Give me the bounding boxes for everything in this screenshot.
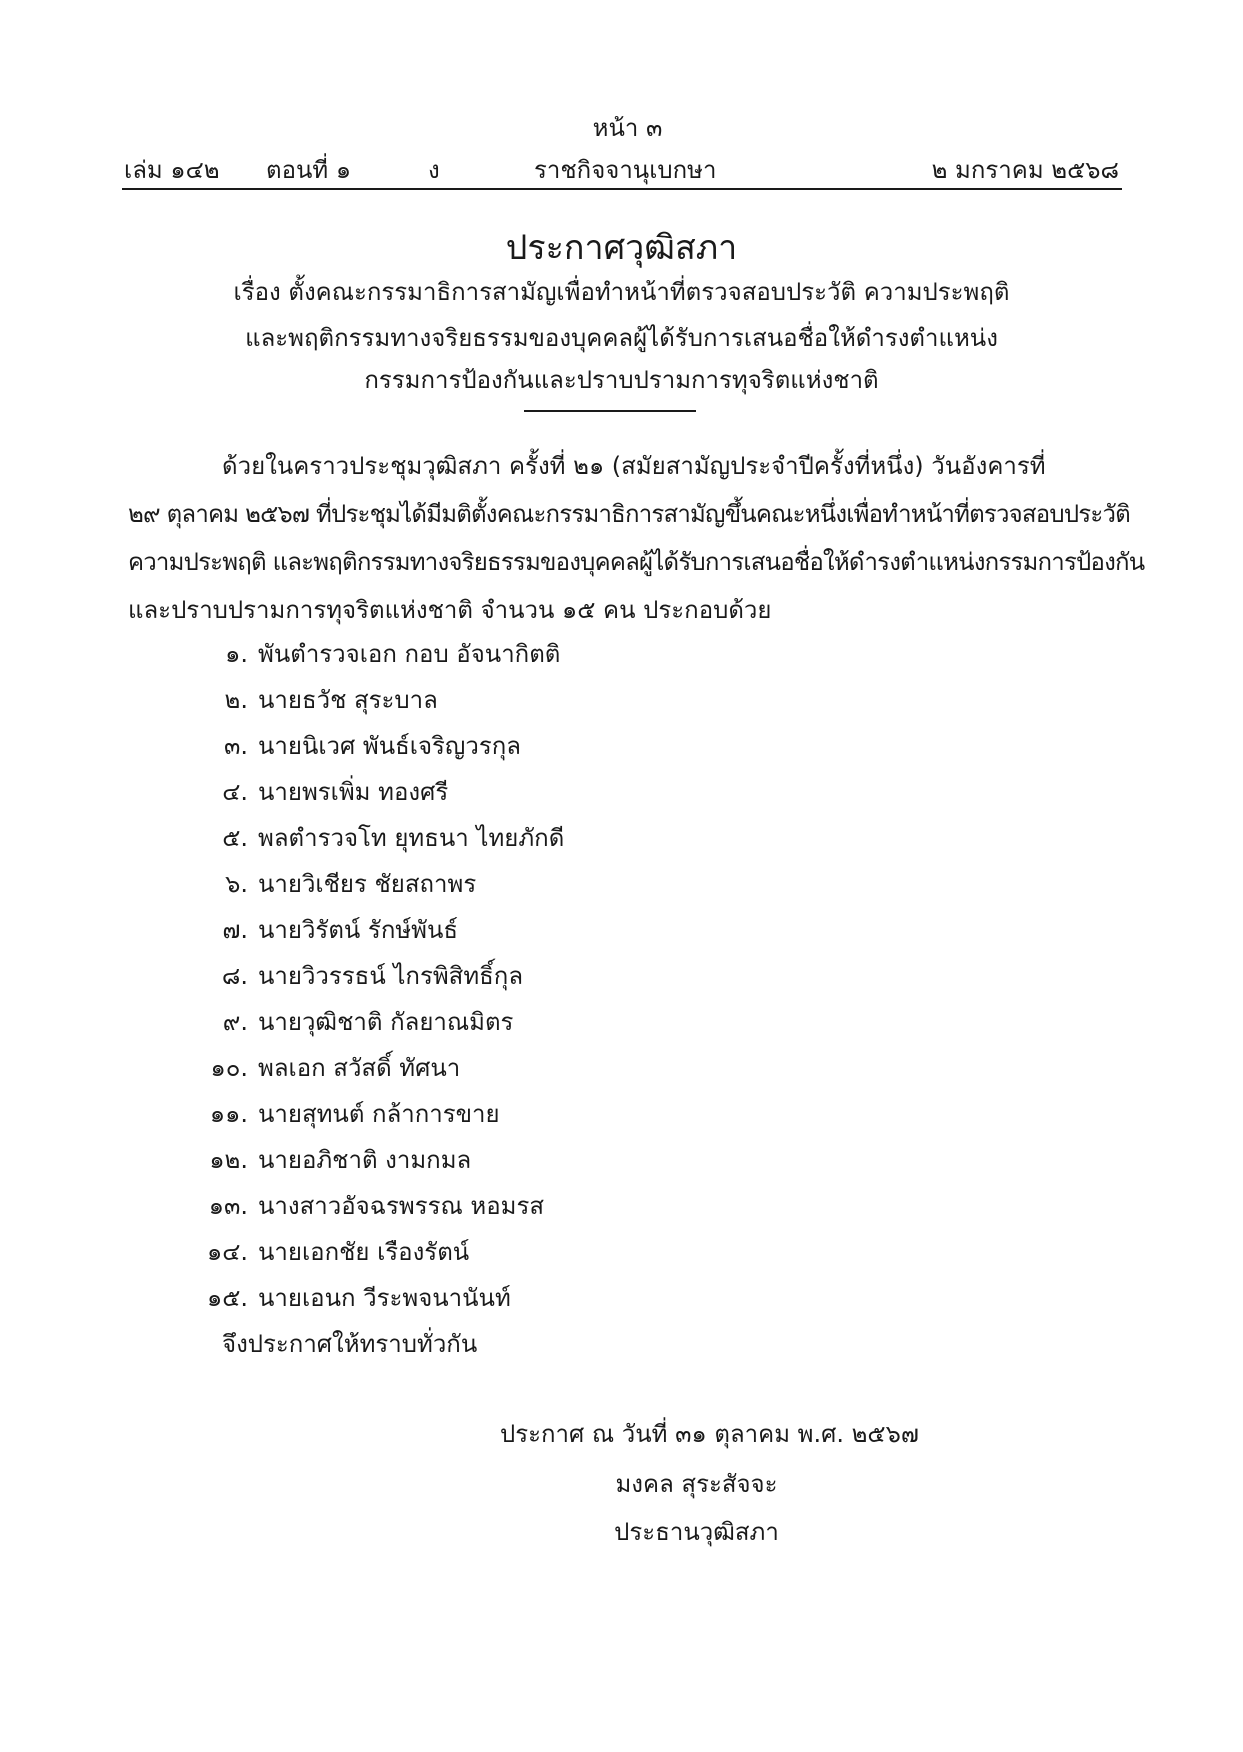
member-name: นายเอกชัย เรืองรัตน์ <box>258 1238 470 1266</box>
member-name: นายนิเวศ พันธ์เจริญวรกุล <box>258 732 521 760</box>
item-number: ๑๓. <box>208 1192 248 1220</box>
member-name: นายพรเพิ่ม ทองศรี <box>258 778 449 806</box>
item-number: ๑๒. <box>209 1146 248 1174</box>
member-name: พลตำรวจโท ยุทธนา ไทยภักดี <box>258 824 565 852</box>
item-number: ๑๐. <box>210 1054 248 1082</box>
member-name: นายวิวรรธน์ ไกรพิสิทธิ์กุล <box>258 962 524 990</box>
closing-statement: จึงประกาศให้ทราบทั่วกัน <box>222 1330 478 1358</box>
body-line-3: ความประพฤติ และพฤติกรรมทางจริยธรรมของบุคคลผู้ได้รับการเสนอชื่อให้ดำรงตำแหน่งกรรมการป้องกัน <box>128 548 1145 576</box>
section-letter: ง <box>428 156 440 184</box>
body-line-4: และปราบปรามการทุจริตแห่งชาติ จำนวน ๑๕ คน ประกอบด้วย <box>128 596 772 624</box>
section-label: ตอนที่ ๑ <box>266 156 352 184</box>
subject-line-1: เรื่อง ตั้งคณะกรรมาธิการสามัญเพื่อทำหน้าที่ตรวจสอบประวัติ ความประพฤติ <box>233 278 1010 306</box>
volume-label: เล่ม ๑๔๒ <box>124 156 220 184</box>
item-number: ๒. <box>224 686 248 714</box>
item-number: ๖. <box>225 870 248 898</box>
subject-line-3: กรรมการป้องกันและปราบปรามการทุจริตแห่งชาติ <box>364 366 879 394</box>
member-name: นายสุทนต์ กล้าการขาย <box>258 1100 500 1128</box>
signatory-name: มงคล สุระสัจจะ <box>615 1470 778 1498</box>
member-name: นายวิเชียร ชัยสถาพร <box>258 870 477 898</box>
member-name: นายวิรัตน์ รักษ์พันธ์ <box>258 916 459 944</box>
item-number: ๔. <box>222 778 248 806</box>
member-name: นายวุฒิชาติ กัลยาณมิตร <box>258 1008 514 1036</box>
publication-date: ๒ มกราคม ๒๕๖๘ <box>931 156 1119 184</box>
subject-line-2: และพฤติกรรมทางจริยธรรมของบุคคลผู้ได้รับการเสนอชื่อให้ดำรงตำแหน่ง <box>245 324 998 352</box>
member-name: พลเอก สวัสดิ์ ทัศนา <box>258 1054 461 1082</box>
item-number: ๑. <box>225 640 248 668</box>
member-name: นายอภิชาติ งามกมล <box>258 1146 472 1174</box>
member-name: นางสาวอัจฉรพรรณ หอมรส <box>258 1192 545 1220</box>
page-number: หน้า ๓ <box>592 114 663 142</box>
member-name: นายธวัช สุระบาล <box>258 686 438 714</box>
member-name: นายเอนก วีระพจนานันท์ <box>258 1284 511 1312</box>
item-number: ๓. <box>223 732 248 760</box>
item-number: ๑๑. <box>209 1100 248 1128</box>
item-number: ๗. <box>222 916 248 944</box>
body-line-1: ด้วยในคราวประชุมวุฒิสภา ครั้งที่ ๒๑ (สมัยสามัญประจำปีครั้งที่หนึ่ง) วันอังคารที่ <box>222 452 1046 480</box>
body-line-2: ๒๙ ตุลาคม ๒๕๖๗ ที่ประชุมได้มีมติตั้งคณะกรรมาธิการสามัญขึ้นคณะหนึ่งเพื่อทำหน้าที่ตรวจสอบประวัติ <box>128 500 1130 528</box>
item-number: ๘. <box>221 962 248 990</box>
item-number: ๕. <box>222 824 248 852</box>
publication-name: ราชกิจจานุเบกษา <box>534 156 717 184</box>
item-number: ๙. <box>222 1008 248 1036</box>
announcement-date: ประกาศ ณ วันที่ ๓๑ ตุลาคม พ.ศ. ๒๕๖๗ <box>500 1420 919 1448</box>
member-name: พันตำรวจเอก กอบ อัจนากิตติ <box>258 640 561 668</box>
title-divider <box>524 410 696 412</box>
item-number: ๑๕. <box>206 1284 248 1312</box>
signatory-position: ประธานวุฒิสภา <box>614 1518 779 1546</box>
header-divider <box>122 188 1122 190</box>
announcement-title: ประกาศวุฒิสภา <box>505 228 738 268</box>
item-number: ๑๔. <box>206 1238 248 1266</box>
